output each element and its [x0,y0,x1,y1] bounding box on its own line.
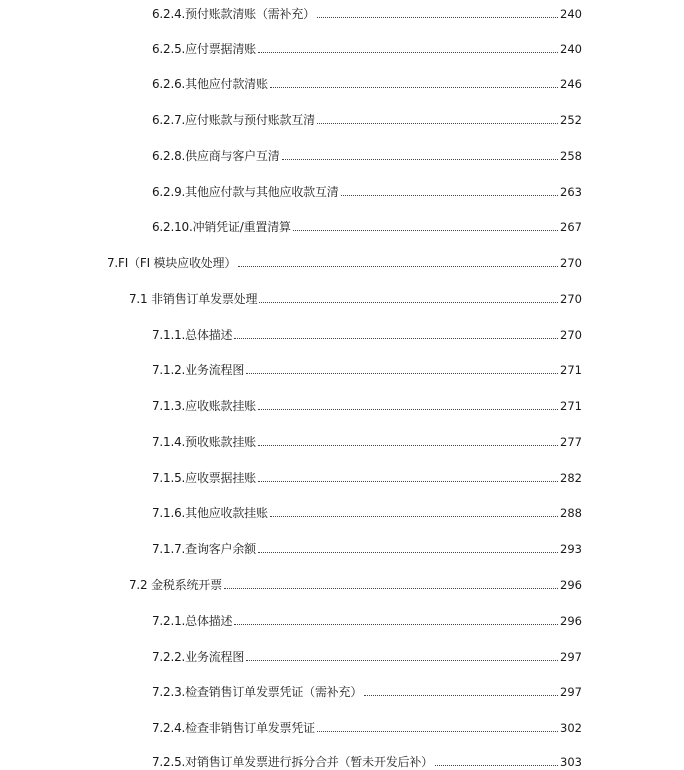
toc-entry-page: 271 [560,399,582,413]
dot-leader [270,516,558,517]
toc-entry-page: 297 [560,650,582,664]
dot-leader [282,159,558,160]
dot-leader [293,230,558,231]
toc-entry-title: 7.2 金税系统开票 [129,578,222,592]
toc-entry-page: 263 [560,185,582,199]
toc-entry-page: 270 [560,328,582,342]
toc-entry[interactable] [152,110,582,128]
toc-entry-page: 258 [560,149,582,163]
toc-entry-title: 7.FI（FI 模块应收处理） [107,256,237,270]
toc-entry-title: 7.2.1.总体描述 [152,614,233,628]
toc-entry[interactable] [152,325,582,343]
dot-leader [317,123,558,124]
toc-entry-title: 7.1.7.查询客户余额 [152,542,256,556]
toc-entry-title: 7.2.2.业务流程图 [152,650,245,664]
toc-entry-page: 277 [560,435,582,449]
toc-entry[interactable] [152,217,582,235]
toc-entry-title: 7.1.6.其他应收款挂账 [152,506,268,520]
toc-entry-page: 293 [560,542,582,556]
dot-leader [258,445,558,446]
toc-entry[interactable] [129,575,582,593]
dot-leader [341,195,558,196]
dot-leader [317,17,558,18]
dot-leader [246,373,558,374]
toc-entry-title: 6.2.5.应付票据清账 [152,42,256,56]
dot-leader [246,660,558,661]
toc-entry-page: 270 [560,256,582,270]
toc-entry-title: 6.2.10.冲销凭证/重置清算 [152,220,291,234]
toc-entry[interactable] [152,396,582,414]
toc-entry[interactable] [152,360,582,378]
toc-entry[interactable] [152,468,582,486]
toc-entry[interactable] [152,4,582,22]
dot-leader [258,481,558,482]
dot-leader [259,302,558,303]
toc-entry-title: 7.1.1.总体描述 [152,328,233,342]
toc-entry-page: 282 [560,471,582,485]
toc-entry-title: 7.1.3.应收账款挂账 [152,399,256,413]
dot-leader [234,338,558,339]
toc-entry-page: 270 [560,292,582,306]
dot-leader [238,266,558,267]
toc-entry-title: 7.1.4.预收账款挂账 [152,435,256,449]
toc-entry[interactable] [152,39,582,57]
toc-entry-title: 7.2.3.检查销售订单发票凭证（需补充） [152,685,363,699]
toc-entry[interactable] [107,253,582,271]
toc-entry-title: 6.2.6.其他应付款清账 [152,77,268,91]
toc-entry[interactable] [152,182,582,200]
toc-entry-page: 240 [560,42,582,56]
dot-leader [270,87,558,88]
toc-entry[interactable] [152,682,582,700]
toc-entry-title: 7.1.2.业务流程图 [152,363,245,377]
dot-leader [224,588,558,589]
toc-entry[interactable] [152,752,582,770]
toc-entry-page: 246 [560,77,582,91]
dot-leader [234,624,558,625]
toc-entry-title: 7.2.4.检查非销售订单发票凭证 [152,721,315,735]
toc-entry-page: 297 [560,685,582,699]
dot-leader [258,552,558,553]
toc-entry-page: 296 [560,614,582,628]
toc-entry[interactable] [152,539,582,557]
toc-entry[interactable] [152,718,582,736]
toc-entry-page: 267 [560,220,582,234]
toc-entry-page: 240 [560,7,582,21]
toc-entry[interactable] [152,503,582,521]
toc-entry-title: 6.2.9.其他应付款与其他应收款互清 [152,185,339,199]
toc-entry[interactable] [152,432,582,450]
toc-entry[interactable] [152,146,582,164]
dot-leader [258,409,558,410]
dot-leader [364,695,558,696]
toc-entry-page: 252 [560,113,582,127]
toc-entry[interactable] [129,289,582,307]
toc-entry-page: 296 [560,578,582,592]
toc-entry[interactable] [152,74,582,92]
toc-entry[interactable] [152,647,582,665]
toc-entry-page: 271 [560,363,582,377]
toc-entry-page: 302 [560,721,582,735]
toc-entry-title: 6.2.8.供应商与客户互清 [152,149,280,163]
toc-entry-title: 6.2.7.应付账款与预付账款互清 [152,113,315,127]
toc-entry-title: 7.1 非销售订单发票处理 [129,292,258,306]
toc-entry-title: 7.2.5.对销售订单发票进行拆分合并（暂未开发后补） [152,755,433,769]
dot-leader [258,52,558,53]
toc-entry[interactable] [152,611,582,629]
toc-entry-page: 303 [560,755,582,769]
toc-entry-page: 288 [560,506,582,520]
dot-leader [435,765,558,766]
dot-leader [317,731,558,732]
toc-entry-title: 7.1.5.应收票据挂账 [152,471,256,485]
toc-entry-title: 6.2.4.预付账款清账（需补充） [152,7,315,21]
